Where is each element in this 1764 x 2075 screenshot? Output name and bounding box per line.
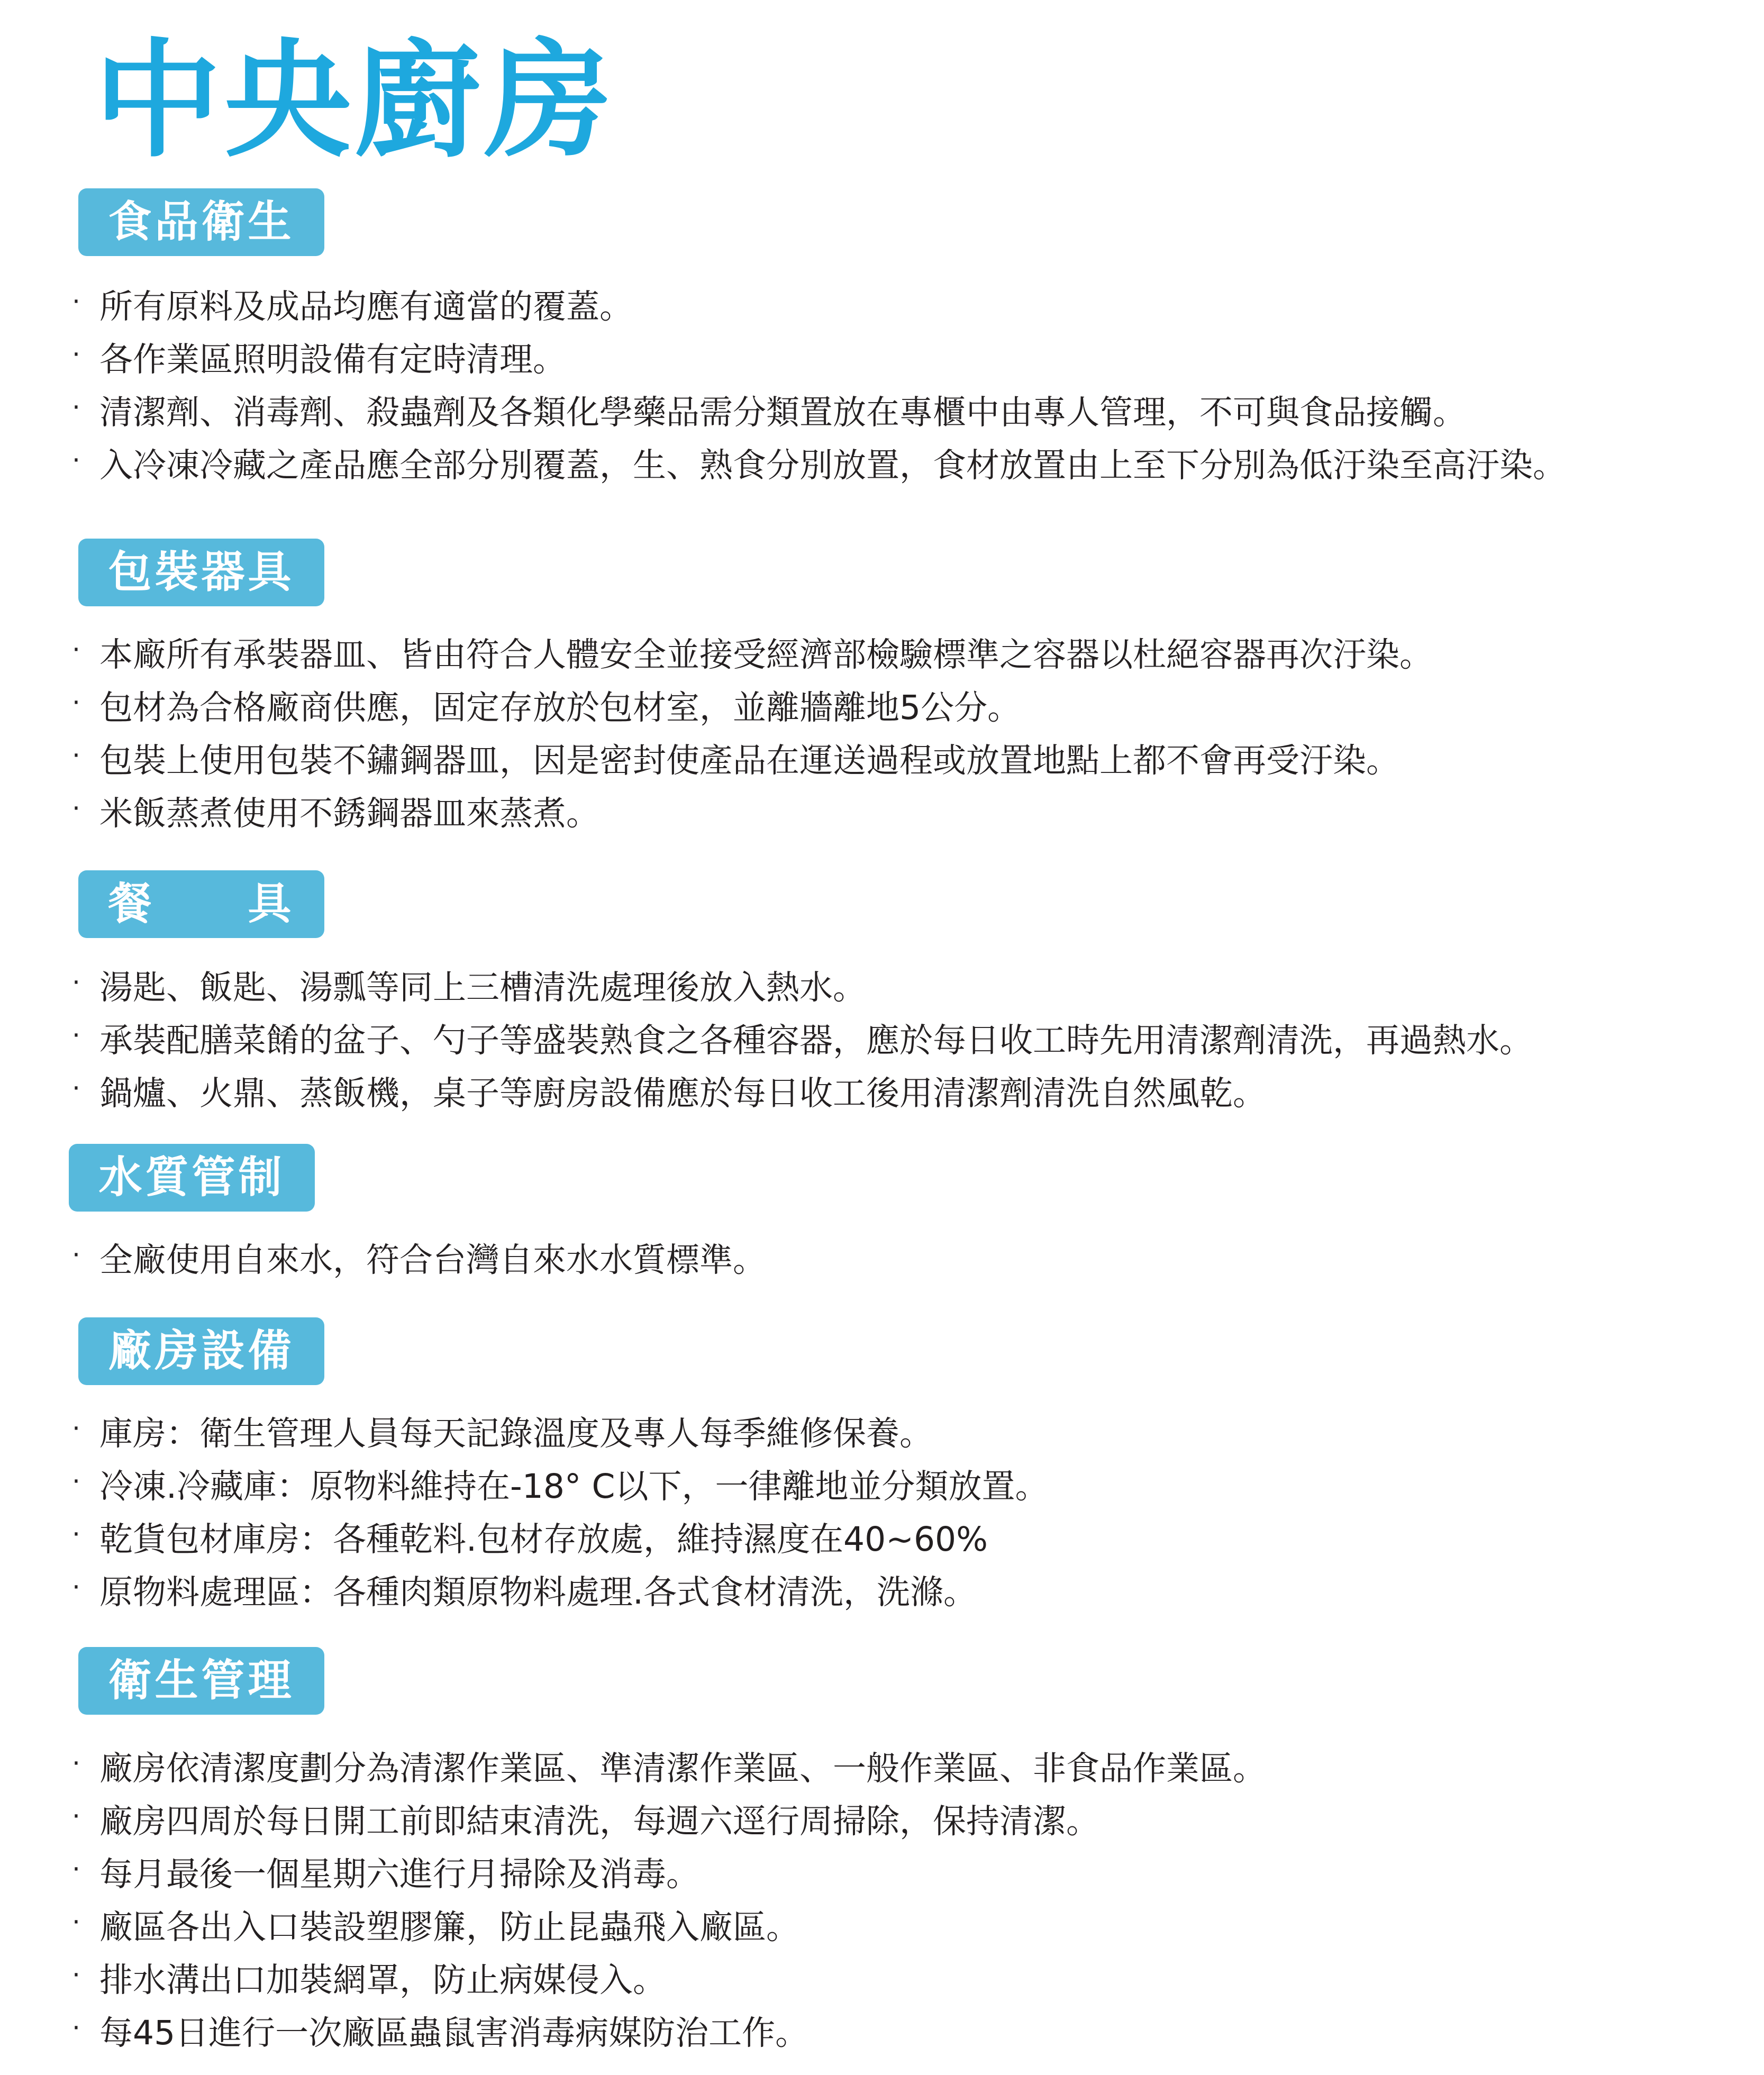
bullet-icon: ·: [72, 1466, 80, 1497]
item-text: 每45日進行一次廠區蟲鼠害消毒病媒防治工作。: [99, 2014, 809, 2052]
bullet-icon: ·: [72, 286, 80, 317]
item-text: 湯匙、飯匙、湯瓢等同上三槽清洗處理後放入熱水。: [99, 968, 866, 1007]
bullet-icon: ·: [72, 1073, 80, 1104]
bullet-icon: ·: [72, 1519, 80, 1550]
section-heading: 食品衛生: [78, 188, 324, 256]
bullet-icon: ·: [72, 1854, 80, 1885]
item-text: 原物料處理區：各種肉類原物料處理.各式食材清洗，洗滌。: [99, 1573, 977, 1612]
item-text: 廠區各出入口裝設塑膠簾，防止昆蟲飛入廠區。: [99, 1908, 799, 1946]
bullet-icon: ·: [72, 1748, 80, 1779]
item-text: 廠房依清潔度劃分為清潔作業區、準清潔作業區、一般作業區、非食品作業區。: [99, 1749, 1266, 1788]
bullet-icon: ·: [72, 740, 80, 771]
item-text: 廠房四周於每日開工前即結束清洗，每週六逕行周掃除，保持清潔。: [99, 1802, 1099, 1841]
bullet-icon: ·: [72, 445, 80, 476]
bullet-icon: ·: [72, 634, 80, 665]
bullet-icon: ·: [72, 1413, 80, 1444]
section-heading: 包裝器具: [78, 539, 324, 606]
item-text: 包裝上使用包裝不鏽鋼器皿，因是密封使產品在運送過程或放置地點上都不會再受汙染。: [99, 741, 1399, 780]
bullet-icon: ·: [72, 1907, 80, 1937]
item-text: 所有原料及成品均應有適當的覆蓋。: [99, 287, 633, 326]
item-text: 承裝配膳菜餚的盆子、勺子等盛裝熟食之各種容器，應於每日收工時先用清潔劑清洗，再過熱水。: [99, 1021, 1533, 1060]
section-heading: 水質管制: [69, 1144, 315, 1212]
item-text: 每月最後一個星期六進行月掃除及消毒。: [99, 1855, 699, 1894]
item-text: 包材為合格廠商供應，固定存放於包材室，並離牆離地5公分。: [99, 688, 1021, 727]
item-text: 本廠所有承裝器皿、皆由符合人體安全並接受經濟部檢驗標準之容器以杜絕容器再次汙染。: [99, 635, 1433, 674]
bullet-icon: ·: [72, 1801, 80, 1832]
bullet-icon: ·: [72, 2013, 80, 2043]
item-text: 全廠使用自來水，符合台灣自來水水質標準。: [99, 1241, 766, 1279]
item-text: 清潔劑、消毒劑、殺蟲劑及各類化學藥品需分類置放在專櫃中由專人管理，不可與食品接觸。: [99, 393, 1466, 432]
item-text: 入冷凍冷藏之產品應全部分別覆蓋，生、熟食分別放置，食材放置由上至下分別為低汙染至高汙染。: [99, 446, 1566, 485]
bullet-icon: ·: [72, 1240, 80, 1270]
bullet-icon: ·: [72, 392, 80, 423]
item-text: 鍋爐、火鼎、蒸飯機，桌子等廚房設備應於每日收工後用清潔劑清洗自然風乾。: [99, 1074, 1266, 1113]
bullet-icon: ·: [72, 339, 80, 370]
bullet-icon: ·: [72, 1572, 80, 1603]
bullet-icon: ·: [72, 1960, 80, 1990]
item-text: 排水溝出口加裝網罩，防止病媒侵入。: [99, 1961, 666, 1999]
item-text: 各作業區照明設備有定時清理。: [99, 340, 566, 379]
bullet-icon: ·: [72, 687, 80, 718]
item-text: 冷凍.冷藏庫：原物料維持在-18° C以下，一律離地並分類放置。: [99, 1467, 1049, 1506]
item-text: 乾貨包材庫房：各種乾料.包材存放處，維持濕度在40~60%: [99, 1520, 988, 1559]
item-text: 庫房：衛生管理人員每天記錄溫度及專人每季維修保養。: [99, 1414, 933, 1453]
page-title: 中央廚房: [94, 26, 615, 175]
section-heading: 廠房設備: [78, 1317, 324, 1385]
bullet-icon: ·: [72, 1020, 80, 1051]
item-text: 米飯蒸煮使用不銹鋼器皿來蒸煮。: [99, 794, 599, 833]
section-heading: 餐 具: [78, 870, 324, 938]
section-heading: 衛生管理: [78, 1647, 324, 1715]
bullet-icon: ·: [72, 967, 80, 998]
bullet-icon: ·: [72, 793, 80, 824]
